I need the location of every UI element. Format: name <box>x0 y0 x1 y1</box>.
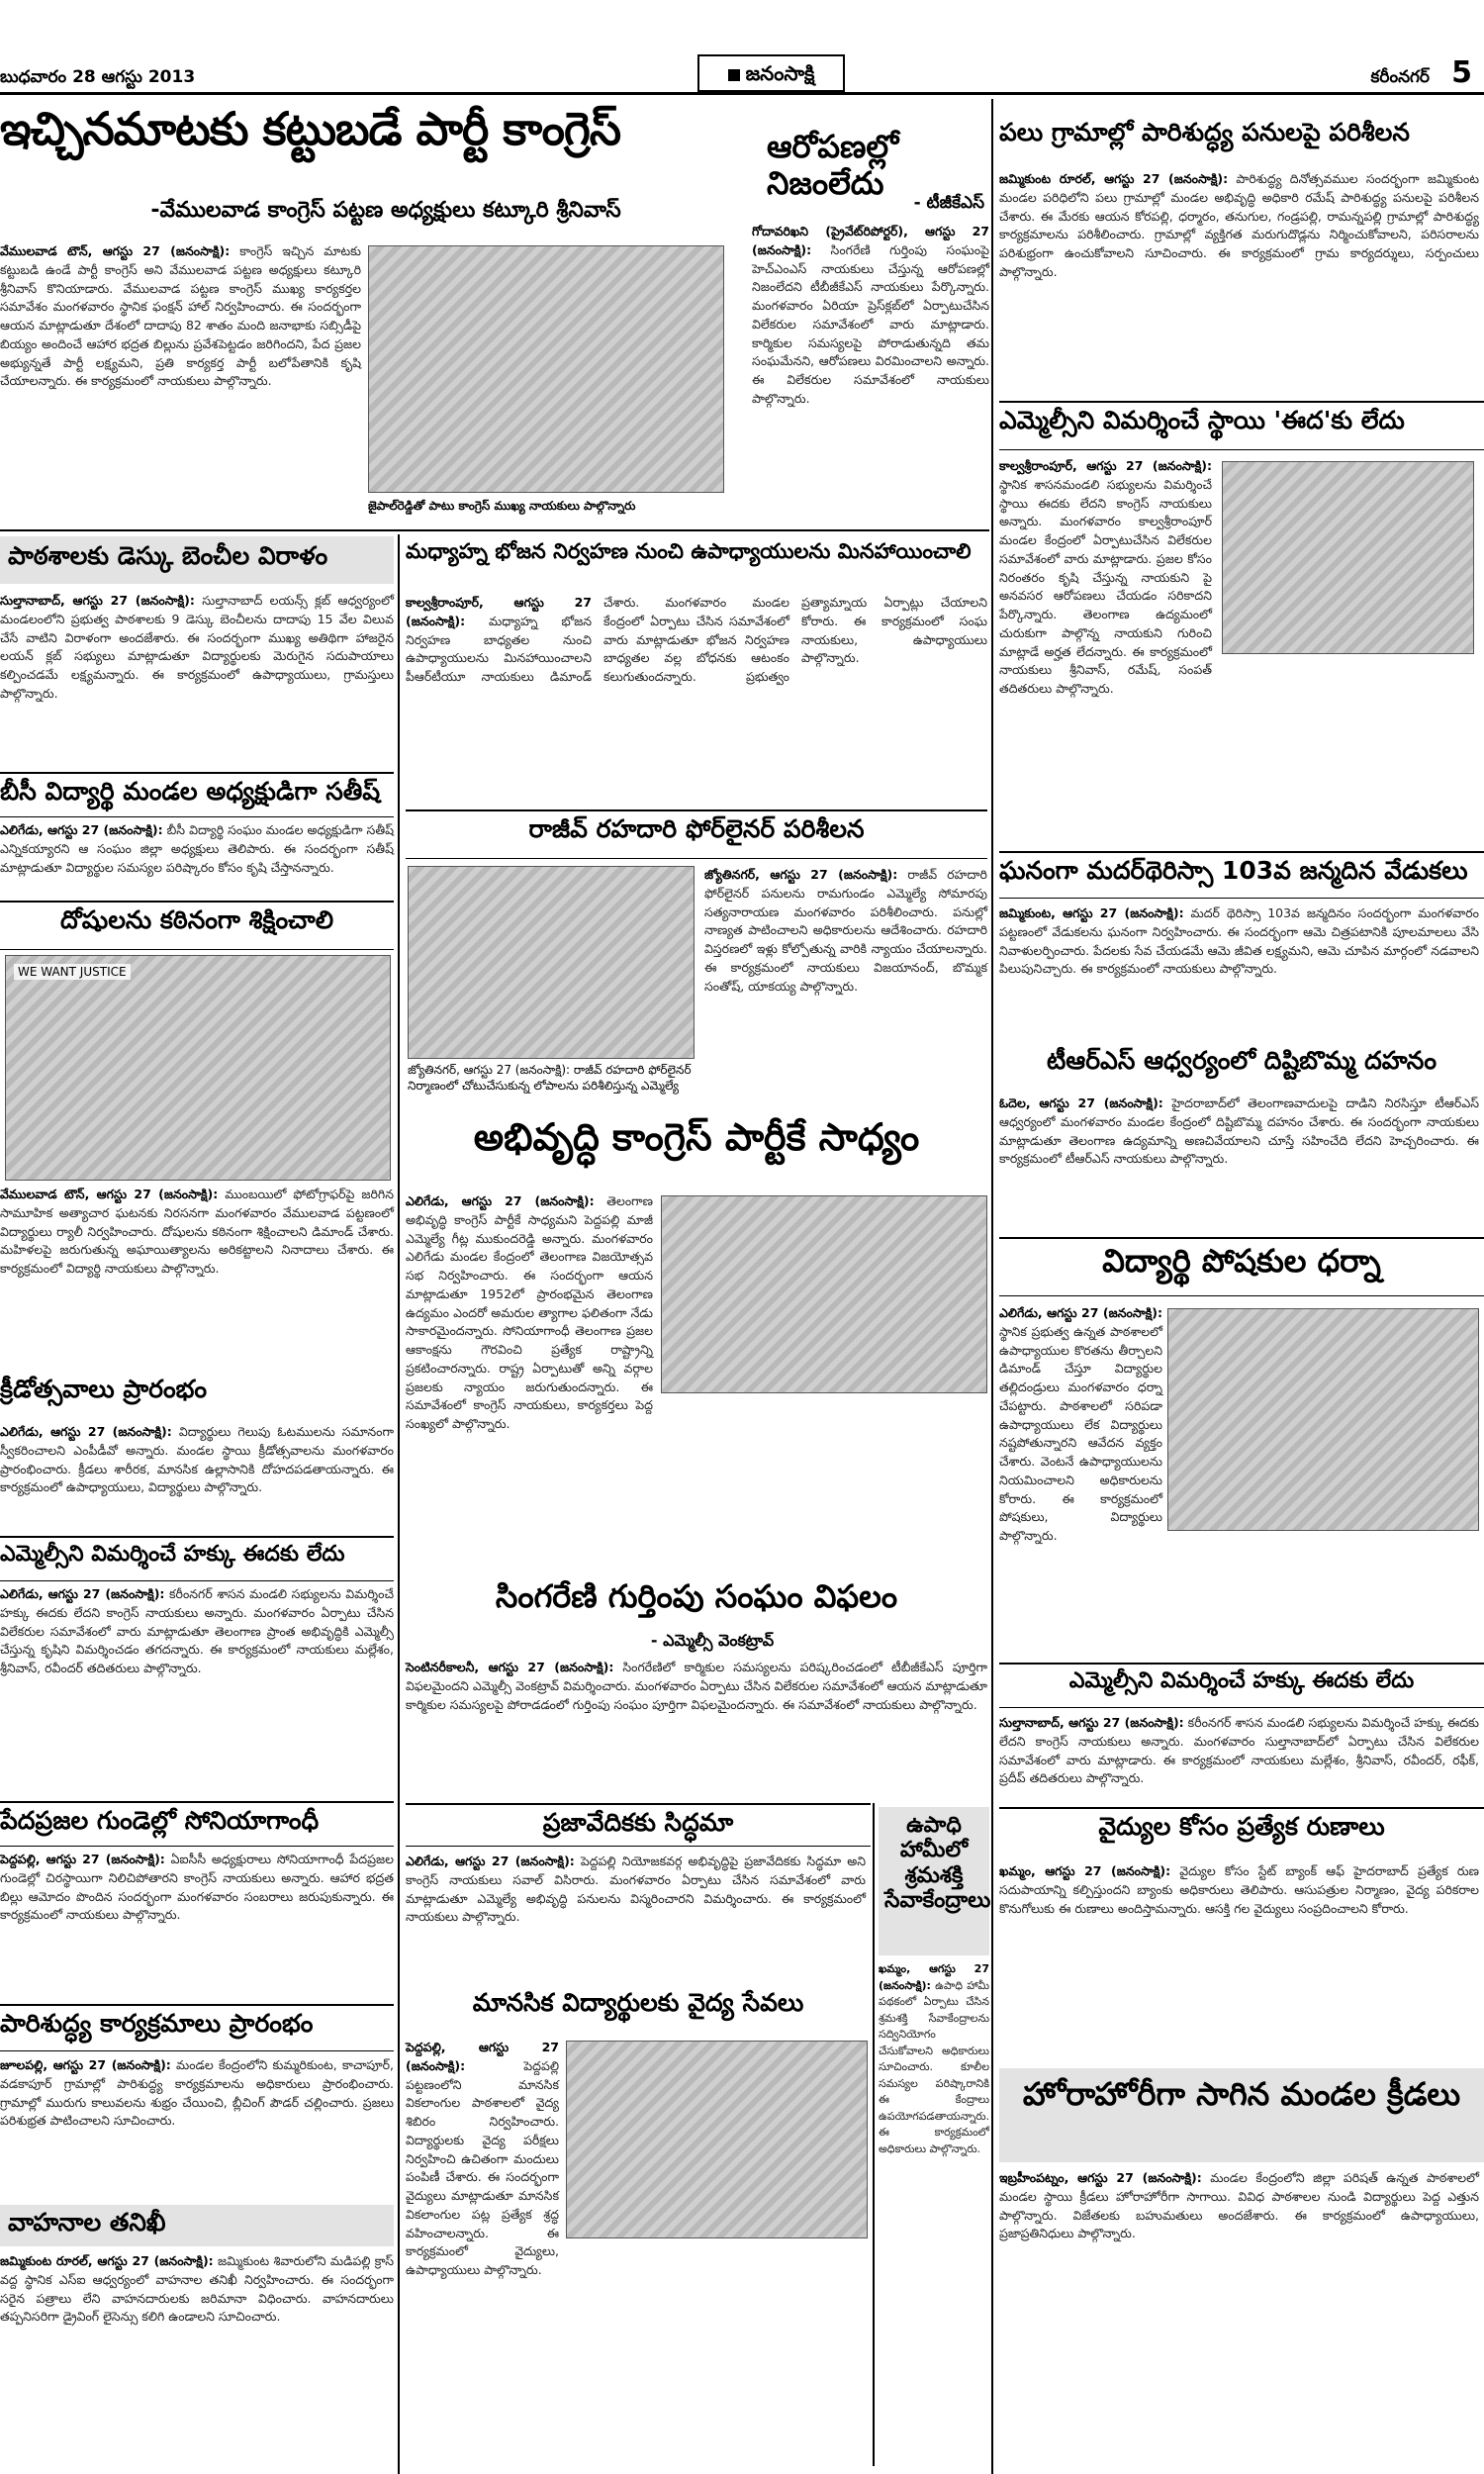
dateline: పెద్దపల్లి, ఆగస్టు 27 (జనంసాక్షి): <box>406 2040 559 2073</box>
logo-square-icon <box>728 69 740 81</box>
headline: ఎమ్మెల్సీని విమర్శించే హక్కు ఈదకు లేదు <box>1068 1668 1415 1693</box>
article-headline <box>999 1663 1484 1708</box>
article-body-continued <box>999 1536 1479 1660</box>
article-body <box>999 170 1479 393</box>
article-headline <box>0 2205 394 2246</box>
article-headline <box>0 2004 394 2051</box>
body-text: మధ్యాహ్న భోజన నిర్వహణ బాధ్యతల నుంచి ఉపాధ్యాయులను మినహాయించాలని పీఆర్‌టీయూ నాయకులు డిమాండ్ చేశారు. మంగళవారం మండల కేంద్రంలో ఏర్పాటు చేసిన సమావేశంలో వారు మాట్లాడుతూ భోజన నిర్వహణ బాధ్యతల వల్ల బోధనకు ఆటంకం కలుగుతుందన్నారు. ప్రభుత్వం ప్రత్యామ్నాయ ఏర్పాట్లు చేయాలని కోరారు. ఈ కార్యక్రమంలో సంఘ నాయకులు, ఉపాధ్యాయులు పాల్గొన్నారు. <box>406 595 987 684</box>
article-headline <box>0 772 394 817</box>
article-headline <box>0 901 394 950</box>
news-photo <box>368 245 724 493</box>
dateline: ఎలిగేడు, ఆగస్టు 27 (జనంసాక్షి): <box>406 1854 575 1868</box>
article-body <box>0 592 394 770</box>
news-photo <box>1222 461 1474 654</box>
article-body <box>0 1423 394 1532</box>
article-headline <box>999 401 1484 450</box>
headline: పారిశుద్ధ్య కార్యక్రమాలు ప్రారంభం <box>0 2009 314 2038</box>
article-body-continued <box>406 1397 987 1575</box>
dateline: జమ్మికుంట రూరల్, ఆగస్టు 27 (జనంసాక్షి): <box>0 2253 214 2268</box>
dateline: కాల్వశ్రీరాంపూర్, ఆగస్టు 27 (జనంసాక్షి): <box>999 458 1212 473</box>
article-body <box>0 1186 394 1369</box>
article-body <box>0 821 394 901</box>
headline: అభివృద్ధి కాంగ్రెస్ పార్టీకే సాధ్యం <box>473 1115 920 1159</box>
dateline: ఇబ్రహీంపట్నం, ఆగస్టు 27 (జనంసాక్షి): <box>999 2170 1202 2185</box>
article-body <box>0 2252 394 2460</box>
headline: ఘనంగా మదర్‌థెరిస్సా 103వ జన్మదిన వేడుకలు <box>999 856 1468 885</box>
article-body <box>406 1853 866 1981</box>
dateline: వేములవాడ టౌన్, ఆగస్టు 27 (జనంసాక్షి): <box>0 243 231 258</box>
body-text: సుల్తానాబాద్ లయన్స్ క్లబ్ ఆధ్వర్యంలో మండలంలోని ప్రభుత్వ పాఠశాలకు 9 డెస్కు బెంచీలను దాదాపు 15 వేల విలువ చేసే వాటిని విరాళంగా అందజేశారు. ఈ సందర్భంగా ముఖ్య అతిథిగా హాజరైన లయన్ క్లబ్ సభ్యులు మాట్లాడుతూ విద్యార్థులకు మెరుగైన సదుపాయాలు కల్పించడమే లక్ష్యమన్నారు. ఈ కార్యక్రమంలో ఉపాధ్యాయులు, గ్రామస్తులు పాల్గొన్నారు. <box>0 593 394 701</box>
headline: రాజీవ్ రహదారి ఫోర్‌లైనర్ పరిశీలన <box>528 814 865 843</box>
headline: వైద్యుల కోసం ప్రత్యేక రుణాలు <box>1098 1812 1385 1841</box>
article-headline <box>406 809 987 859</box>
dateline: జ్యోతినగర్, ఆగస్టు 27 (జనంసాక్షి): <box>704 867 898 882</box>
dateline: వేములవాడ టౌన్, ఆగస్టు 27 (జనంసాక్షి): <box>0 1187 219 1201</box>
dateline: పెద్దపల్లి, ఆగస్టు 27 (జనంసాక్షి): <box>0 1852 165 1866</box>
headline: పేదప్రజల గుండెల్లో సోనియాగాంధీ <box>0 1806 320 1835</box>
section-rule <box>0 529 989 531</box>
article-headline <box>406 1578 987 1628</box>
photo-caption: జ్యోతినగర్, ఆగస్టు 27 (జనంసాక్షి): రాజీవ్ రహదారి ఫోర్‌లైనర్ నిర్మాణంలో చోటుచేసుకున్న లోపాలను పరిశీలిస్తున్న ఎమ్మెల్యే <box>408 1063 692 1094</box>
article-body <box>752 223 989 520</box>
article-body <box>406 2039 559 2277</box>
edition-city: కరీంనగర్ <box>1370 67 1430 87</box>
article-headline <box>0 1376 394 1419</box>
headline: విద్యార్థి పోషకుల ధర్నా <box>1102 1242 1381 1280</box>
headline: ఇచ్చినమాటకు కట్టుబడే పార్టీ కాంగ్రెస్ <box>0 102 621 155</box>
article-headline <box>879 1807 989 1955</box>
body-text: రాజీవ్ రహదారి ఫోర్‌లైనర్ పనులను రామగుండం ఎమ్మెల్యే సోమారపు సత్యనారాయణ మంగళవారం పరిశీలించారు. పనుల్లో నాణ్యత పాటించాలని అధికారులను ఆదేశించారు. రహదారి విస్తరణలో ఇళ్లు కోల్పోతున్న వారికి న్యాయం చేయాలన్నారు. ఈ కార్యక్రమంలో నాయకులు విజయానంద్, బొమ్మక సంతోష్, యాకయ్య పాల్గొన్నారు. <box>704 867 987 994</box>
dateline: జమ్మికుంట, ఆగస్టు 27 (జనంసాక్షి): <box>999 905 1184 920</box>
headline: ఆరోపణల్లో నిజంలేదు <box>767 128 899 202</box>
dateline: ఎలిగేడు, ఆగస్టు 27 (జనంసాక్షి): <box>406 1193 595 1208</box>
dateline: ఖమ్మం, ఆగస్టు 27 (జనంసాక్షి): <box>999 1863 1171 1878</box>
article-headline <box>406 1116 987 1186</box>
headline: టీఆర్ఎస్ ఆధ్వర్యంలో దిష్టిబొమ్మ దహనం <box>1046 1046 1437 1075</box>
article-body <box>879 1961 989 2461</box>
article-body <box>0 2056 394 2200</box>
body-text: ఏఐసీసీ అధ్యక్షురాలు సోనియాగాంధీ పేదప్రజల గుండెల్లో చిరస్థాయిగా నిలిచిపోతారని కాంగ్రెస్ నాయకులు అన్నారు. ఆహార భద్రత బిల్లు ఆమోదం పొందిన సందర్భంగా మంగళవారం సంబరాలు జరుపుకున్నారు. ఈ కార్యక్రమంలో నాయకులు పాల్గొన్నారు. <box>0 1852 394 1923</box>
headline: క్రీడోత్సవాలు ప్రారంభం <box>0 1375 208 1403</box>
article-subhead: - ఎమ్మెల్సీ వెంకట్రావ్ <box>650 1631 775 1650</box>
page-header <box>0 0 1484 94</box>
article-headline <box>406 1803 871 1847</box>
news-photo <box>566 2041 868 2238</box>
article-body <box>999 1094 1479 1233</box>
column-divider <box>398 534 400 2474</box>
dateline: జమ్మికుంట రూరల్, ఆగస్టు 27 (జనంసాక్షి): <box>999 171 1229 186</box>
article-headline <box>999 851 1484 899</box>
article-body <box>0 1851 394 1999</box>
body-text: స్థానిక శాసనమండలి సభ్యులను విమర్శించే స్థాయి ఈదకు లేదని కాంగ్రెస్ నాయకులు అన్నారు. మంగళవారం కాల్వశ్రీరాంపూర్ మండల కేంద్రంలో ఏర్పాటుచేసిన విలేకరుల సమావేశంలో వారు మాట్లాడారు. ప్రజల కోసం నిరంతరం కృషి చేస్తున్న నాయకుని పై అనవసర ఆరోపణలు చేయడం సరికాదని పేర్కొన్నారు. తెలంగాణ ఉద్యమంలో చురుకుగా పాల్గొన్న నాయకుని గురించి మాట్లాడే అర్హత లేదన్నారు. ఈ కార్యక్రమంలో నాయకులు శ్రీనివాస్, రమేష్, సంపత్ తదితరులు పాల్గొన్నారు. <box>999 476 1212 696</box>
article-body <box>999 2169 1479 2456</box>
headline: బీసీ విద్యార్థి మండల అధ్యక్షుడిగా సతీష్ <box>0 777 381 806</box>
protest-banner-text: WE WANT JUSTICE <box>14 964 131 980</box>
article-headline <box>0 1536 394 1581</box>
headline: ఉపాధి హామీలో శ్రమశక్తి సేవాకేంద్రాలు <box>884 1813 991 1913</box>
article-body <box>999 1304 1162 1543</box>
article-headline <box>999 2068 1484 2162</box>
news-photo <box>408 866 695 1059</box>
dateline: సుల్తానాబాద్, ఆగస్టు 27 (జనంసాక్షి): <box>0 593 195 608</box>
headline: మధ్యాహ్న భోజన నిర్వహణ నుంచి ఉపాధ్యాయులను మినహాయించాలి <box>406 539 972 563</box>
article-body <box>704 866 987 1103</box>
article-body <box>0 242 361 520</box>
dateline: ఎలిగేడు, ఆగస్టు 27 (జనంసాక్షి): <box>999 1305 1162 1320</box>
body-text: ఉపాధి హామీ పథకంలో ఏర్పాటు చేసిన శ్రమశక్తి సేవాకేంద్రాలను సద్వినియోగం చేసుకోవాలని అధికారులు సూచించారు. కూలీల సమస్యల పరిష్కారానికి ఈ కేంద్రాలు ఉపయోగపడతాయన్నారు. ఈ కార్యక్రమంలో అధికారులు పాల్గొన్నారు. <box>879 1978 990 2155</box>
column-divider <box>873 1803 875 2466</box>
article-body <box>406 1192 653 1431</box>
page-number: 5 <box>1451 55 1472 90</box>
article-headline <box>406 1989 871 2033</box>
article-subhead: -వేములవాడ కాంగ్రెస్ పట్టణ అధ్యక్షులు కట్కూరి శ్రీనివాస్ <box>150 198 621 223</box>
dateline: ఖమ్మం, ఆగస్టు 27 (జనంసాక్షి): <box>879 1962 989 1992</box>
photo-caption: జైపాల్‌రెడ్డితో పాటు కాంగ్రెస్ ముఖ్య నాయకులు పాల్గొన్నారు <box>368 499 636 513</box>
article-body-continued <box>406 2261 869 2464</box>
body-text: బీసీ విద్యార్థి సంఘం మండల అధ్యక్షుడిగా సతీష్ ఎన్నికయ్యారని ఆ సంఘం జిల్లా అధ్యక్షులు తెలిపారు. ఈ సందర్భంగా సతీష్ మాట్లాడుతూ విద్యార్థుల సమస్యల పరిష్కారం కోసం కృషి చేస్తానన్నారు. <box>0 822 395 875</box>
body-text: సింగరేణి గుర్తింపు సంఘంపై హెచ్ఎంఎస్ నాయకులు చేస్తున్న ఆరోపణల్లో నిజంలేదని టీబీజీకేఎస్ నాయకులు పేర్కొన్నారు. మంగళవారం ఏరియా ప్రెస్‌క్లబ్‌లో ఏర్పాటుచేసిన విలేకరుల సమావేశంలో వారు మాట్లాడారు. కార్మికుల సమస్యలపై పోరాడుతున్నది తమ సంఘమేనని, ఆరోపణలు విరమించాలని అన్నారు. ఈ విలేకరుల సమావేశంలో నాయకులు పాల్గొన్నారు. <box>752 241 989 406</box>
headline: ఎమ్మెల్సీని విమర్శించే హక్కు ఈదకు లేదు <box>0 1542 345 1567</box>
article-body <box>406 1659 987 1797</box>
body-text: మండల కేంద్రంలోని జిల్లా పరిషత్ ఉన్నత పాఠశాలలో మండల స్థాయి క్రీడలు హోరాహోరీగా సాగాయి. వివిధ పాఠశాలల నుండి విద్యార్థులు పెద్ద ఎత్తున పాల్గొన్నారు. విజేతలకు బహుమతులు అందజేశారు. ఈ కార్యక్రమంలో ఉపాధ్యాయులు, ప్రజాప్రతినిధులు పాల్గొన్నారు. <box>999 2170 1479 2241</box>
article-headline <box>0 1801 394 1847</box>
article-body <box>0 1585 394 1798</box>
issue-date: బుధవారం 28 ఆగస్టు 2013 <box>0 67 196 87</box>
masthead-title: జనంసాక్షి <box>745 61 815 85</box>
headline: ఎమ్మెల్సీని విమర్శించే స్థాయి 'ఈద'కు లేదు <box>999 406 1405 434</box>
body-text: కరీంనగర్ శాసన మండలి సభ్యులను విమర్శించే హక్కు ఈదకు లేదని కాంగ్రెస్ నాయకులు అన్నారు. మంగళవారం ఏర్పాటు చేసిన విలేకరుల సమావేశంలో వారు మాట్లాడుతూ తెలంగాణ ప్రాంత అభివృద్ధికి ఎమ్మెల్సీ చేస్తున్న కృషిని విమర్శించడం తగదన్నారు. ఈ కార్యక్రమంలో నాయకులు మల్లేశం, శ్రీనివాస్, రవీందర్ తదితరులు పాల్గొన్నారు. <box>0 1586 394 1675</box>
column-divider <box>991 99 993 2474</box>
body-text: తెలంగాణ అభివృద్ధి కాంగ్రెస్ పార్టీకే సాధ్యమని పెద్దపల్లి మాజీ ఎమ్మెల్యే గీట్ల ముకుందరెడ్డి అన్నారు. మంగళవారం ఎలిగేడు మండల కేంద్రంలో తెలంగాణ విజయోత్సవ సభ నిర్వహించారు. ఈ సందర్భంగా ఆయన మాట్లాడుతూ 1952లో ప్రారంభమైన తెలంగాణ ఉద్యమం ఎందరో అమరుల త్యాగాల ఫలితంగా నేడు సాకారమైందన్నారు. సోనియాగాంధీ తెలంగాణ ప్రజల ఆకాంక్షను గౌరవించి ప్రత్యేక రాష్ట్రాన్ని ప్రకటించారన్నారు. రాష్ట్ర ఏర్పాటుతో అన్ని వర్గాల ప్రజలకు న్యాయం జరుగుతుందన్నారు. ఈ సమావేశంలో కాంగ్రెస్ నాయకులు, కార్యకర్తలు పెద్ద సంఖ్యలో పాల్గొన్నారు. <box>406 1193 653 1431</box>
headline: వాహనాల తనిఖీ <box>8 2208 166 2236</box>
body-text: పెద్దపల్లి నియోజకవర్గ అభివృద్ధిపై ప్రజావేదికకు సిద్ధమా అని కాంగ్రెస్ నాయకులు సవాల్ విసిరారు. మంగళవారం ఏర్పాటు చేసిన సమావేశంలో వారు మాట్లాడుతూ ఎమ్మెల్యే అభివృద్ధి పనులను విస్మరించారని విమర్శించారు. ఈ కార్యక్రమంలో నాయకులు పాల్గొన్నారు. <box>406 1854 866 1925</box>
news-photo <box>5 955 391 1181</box>
article-headline <box>999 1813 1484 1858</box>
dateline: సుల్తానాబాద్, ఆగస్టు 27 (జనంసాక్షి): <box>999 1715 1184 1730</box>
headline: పలు గ్రామాల్లో పారిశుద్ధ్య పనులపై పరిశీలన <box>999 118 1410 146</box>
body-text: స్థానిక ప్రభుత్వ ఉన్నత పాఠశాలలో ఉపాధ్యాయుల కొరతను తీర్చాలని డిమాండ్ చేస్తూ విద్యార్థుల తల్లిదండ్రులు మంగళవారం ధర్నా చేపట్టారు. పాఠశాలలో సరిపడా ఉపాధ్యాయులు లేక విద్యార్థులు నష్టపోతున్నారని ఆవేదన వ్యక్తం చేశారు. వెంటనే ఉపాధ్యాయులను నియమించాలని అధికారులను కోరారు. ఈ కార్యక్రమంలో పోషకులు, విద్యార్థులు పాల్గొన్నారు. <box>999 1323 1162 1543</box>
body-text: పెద్దపల్లి పట్టణంలోని మానసిక వికలాంగుల పాఠశాలలో వైద్య శిబిరం నిర్వహించారు. విద్యార్థులకు వైద్య పరీక్షలు నిర్వహించి ఉచితంగా మందులు పంపిణీ చేశారు. ఈ సందర్భంగా వైద్యులు మాట్లాడుతూ మానసిక వికలాంగుల పట్ల ప్రత్యేక శ్రద్ధ వహించాలన్నారు. ఈ కార్యక్రమంలో వైద్యులు, ఉపాధ్యాయులు పాల్గొన్నారు. <box>406 2057 559 2277</box>
article-subhead: - టీజీకేఎస్ <box>913 193 984 213</box>
article-body <box>999 904 1479 1043</box>
dateline: ఓదెల, ఆగస్టు 27 (జనంసాక్షి): <box>999 1095 1163 1110</box>
headline: హోరాహోరీగా సాగిన మండల క్రీడలు <box>1022 2075 1461 2113</box>
article-headline <box>406 539 987 587</box>
dateline: కాల్వశ్రీరాంపూర్, ఆగస్టు 27 (జనంసాక్షి): <box>406 595 592 628</box>
article-body <box>999 1862 1479 2060</box>
article-headline <box>999 1047 1484 1091</box>
article-body <box>406 594 987 802</box>
news-photo <box>661 1195 987 1393</box>
headline: సింగరేణి గుర్తింపు సంఘం విఫలం <box>495 1577 898 1615</box>
article-headline <box>0 104 772 198</box>
dateline: ఎలిగేడు, ఆగస్టు 27 (జనంసాక్షి): <box>0 822 163 837</box>
body-text: ముంబయిలో ఫోటోగ్రాఫర్‌పై జరిగిన సామూహిక అత్యాచార ఘటనకు నిరసనగా మంగళవారం వేములవాడ పట్టణంలో విద్యార్థులు ర్యాలీ నిర్వహించారు. దోషులను కఠినంగా శిక్షించాలని డిమాండ్ చేశారు. మహిళలపై జరుగుతున్న అఘాయిత్యాలను అరికట్టాలని నినాదాలు చేశారు. ఈ కార్యక్రమంలో విద్యార్థి నాయకులు పాల్గొన్నారు. <box>0 1187 394 1276</box>
dateline: సెంటినరీకాలనీ, ఆగస్టు 27 (జనంసాక్షి): <box>406 1660 614 1674</box>
news-photo <box>1167 1308 1479 1531</box>
section-rule <box>999 1807 1484 1809</box>
article-headline <box>999 119 1484 166</box>
body-text: కరీంనగర్ శాసన మండలి సభ్యులను విమర్శించే హక్కు ఈదకు లేదని కాంగ్రెస్ నాయకులు అన్నారు. మంగళవారం సుల్తానాబాద్‌లో ఏర్పాటు చేసిన విలేకరుల సమావేశంలో వారు మాట్లాడారు. ఈ కార్యక్రమంలో నాయకులు మల్లేశం, శ్రీనివాస్, రవీందర్, రఫీక్, ప్రదీప్ తదితరులు పాల్గొన్నారు. <box>999 1715 1479 1786</box>
body-text: కాంగ్రెస్ ఇచ్చిన మాటకు కట్టుబడి ఉండే పార్టీ కాంగ్రెస్ అని వేములవాడ పట్టణ అధ్యక్షులు కట్కూరి శ్రీనివాస్ కొనియాడారు. వేములవాడ పట్టణ కాంగ్రెస్ ముఖ్య కార్యకర్తల సమావేశం మంగళవారం స్థానిక ఫంక్షన్ హాల్ నిర్వహించారు. ఈ సందర్భంగా ఆయన మాట్లాడుతూ దేశంలో దాదాపు 82 శాతం మంది జనాభాకు సబ్సిడీపై బియ్యం అందించే ఆహార భద్రత బిల్లును ప్రవేశపెట్టడం జరిగిందని, పేద ప్రజల అభ్యున్నతే పార్టీ లక్ష్యమని, ప్రతి కార్యకర్త పార్టీ బలోపేతానికి కృషి చేయాలన్నారు. ఈ కార్యక్రమంలో నాయకులు పాల్గొన్నారు. <box>0 243 361 389</box>
body-text: వైద్యుల కోసం స్టేట్ బ్యాంక్ ఆఫ్ హైదరాబాద్ ప్రత్యేక రుణ సదుపాయాన్ని కల్పిస్తుందని బ్యాంకు అధికారులు తెలిపారు. ఆసుపత్రుల నిర్మాణం, వైద్య పరికరాల కొనుగోలుకు ఈ రుణాలు అందిస్తామన్నారు. ఆసక్తి గల వైద్యులు సంప్రదించాలని కోరారు. <box>999 1863 1479 1916</box>
dateline: ఎలిగేడు, ఆగస్టు 27 (జనంసాక్షి): <box>0 1424 172 1439</box>
headline: ప్రజావేదికకు సిద్ధమా <box>542 1808 734 1837</box>
body-text: జమ్మికుంట శివారులోని మడిపల్లి క్రాస్ వద్ద స్థానిక ఎస్ఐ ఆధ్వర్యంలో వాహనాల తనిఖీ నిర్వహించారు. ఈ సందర్భంగా సరైన పత్రాలు లేని వాహనదారులకు జరిమానా విధించారు. వాహనదారులు తప్పనిసరిగా డ్రైవింగ్ లైసెన్సు కలిగి ఉండాలని సూచించారు. <box>0 2253 394 2325</box>
masthead-logo <box>697 54 845 92</box>
header-rule <box>0 92 1484 95</box>
headline: మానసిక విద్యార్థులకు వైద్య సేవలు <box>472 1988 804 2017</box>
headline: పాఠశాలకు డెస్కు బెంచీల విరాళం <box>8 541 328 570</box>
dateline: ఎలిగేడు, ఆగస్టు 27 (జనంసాక్షి): <box>0 1586 165 1601</box>
article-headline <box>999 1237 1484 1296</box>
body-text: మదర్ థెరిస్సా 103వ జన్మదినం సందర్భంగా మంగళవారం పట్టణంలో వేడుకలను ఘనంగా నిర్వహించారు. ఈ సందర్భంగా ఆమె చిత్రపటానికి పూలమాలలు వేసి నివాళులర్పించారు. పేదలకు సేవ చేయడమే ఆమె జీవిత లక్ష్యమని, ఆమె చూపిన మార్గంలో నడవాలని పిలుపునిచ్చారు. ఈ కార్యక్రమంలో నాయకులు పాల్గొన్నారు. <box>999 905 1479 977</box>
article-body <box>999 1714 1479 1803</box>
body-text: హైదరాబాద్‌లో తెలంగాణవాదులపై దాడిని నిరసిస్తూ టీఆర్ఎస్ ఆధ్వర్యంలో మంగళవారం మండల కేంద్రంలో దిష్టిబొమ్మ దహనం చేశారు. ఈ సందర్భంగా నాయకులు మాట్లాడుతూ తెలంగాణ ఉద్యమాన్ని అణచివేయాలని చూస్తే సహించేది లేదని హెచ్చరించారు. ఈ కార్యక్రమంలో టీఆర్ఎస్ నాయకులు పాల్గొన్నారు. <box>999 1095 1479 1167</box>
article-headline <box>767 128 989 202</box>
headline: దోషులను కఠినంగా శిక్షించాలి <box>59 905 334 934</box>
body-text: విద్యార్థులు గెలుపు ఓటములను సమానంగా స్వీకరించాలని ఎంపీడీవో అన్నారు. మండల స్థాయి క్రీడోత్సవాలను మంగళవారం ప్రారంభించారు. క్రీడలు శారీరక, మానసిక ఉల్లాసానికి దోహదపడతాయన్నారు. ఈ కార్యక్రమంలో ఉపాధ్యాయులు, విద్యార్థులు పాల్గొన్నారు. <box>0 1424 394 1495</box>
body-text: సింగరేణిలో కార్మికుల సమస్యలను పరిష్కరించడంలో టీబీజీకేఎస్ పూర్తిగా విఫలమైందని ఎమ్మెల్సీ వెంకట్రావ్ విమర్శించారు. మంగళవారం ఏర్పాటు చేసిన విలేకరుల సమావేశంలో ఆయన మాట్లాడుతూ కార్మికుల సమస్యలపై పోరాడడంలో గుర్తింపు సంఘం పూర్తిగా విఫలమైందన్నారు. ఈ సమావేశంలో నాయకులు పాల్గొన్నారు. <box>406 1660 987 1712</box>
dateline: జూలపల్లి, ఆగస్టు 27 (జనంసాక్షి): <box>0 2057 171 2072</box>
body-text: మండల కేంద్రంలోని కుమ్మరికుంట, కాచాపూర్, వడకాపూర్ గ్రామాల్లో పారిశుద్ధ్య కార్యక్రమాలను అధికారులు ప్రారంభించారు. గ్రామాల్లో మురుగు కాలువలను శుభ్రం చేయించి, బ్లీచింగ్ పౌడర్ చల్లించారు. ప్రజలు పరిశుభ్రత పాటించాలని సూచించారు. <box>0 2057 394 2129</box>
body-text: పారిశుద్ధ్య దినోత్సవముల సందర్భంగా జమ్మికుంట మండల పరిధిలోని పలు గ్రామాల్లో మండల అభివృద్ధి అధికారి రమేష్ పారిశుద్ధ్య పనులపై పరిశీలన చేశారు. ఈ మేరకు ఆయన కోరపల్లి, ధర్మారం, తనుగుల, గండ్రపల్లి, రామన్నపల్లి గ్రామాల్లో పారిశుద్ధ్య కార్యక్రమాలను పరిశీలించారు. గ్రామాల్లో వ్యక్తిగత మరుగుదొడ్లను నిర్మించుకోవాలని, పరిసరాలను పరిశుభ్రంగా ఉంచుకోవాలని సూచించారు. ఈ కార్యక్రమంలో గ్రామ కార్యదర్శులు, సర్పంచులు పాల్గొన్నారు. <box>999 171 1479 279</box>
article-body <box>999 457 1212 833</box>
article-headline <box>0 536 394 584</box>
dateline: గోదావరిఖని (ప్రైవేట్‌రిపోర్టర్), ఆగస్టు 27 (జనంసాక్షి): <box>752 224 989 257</box>
